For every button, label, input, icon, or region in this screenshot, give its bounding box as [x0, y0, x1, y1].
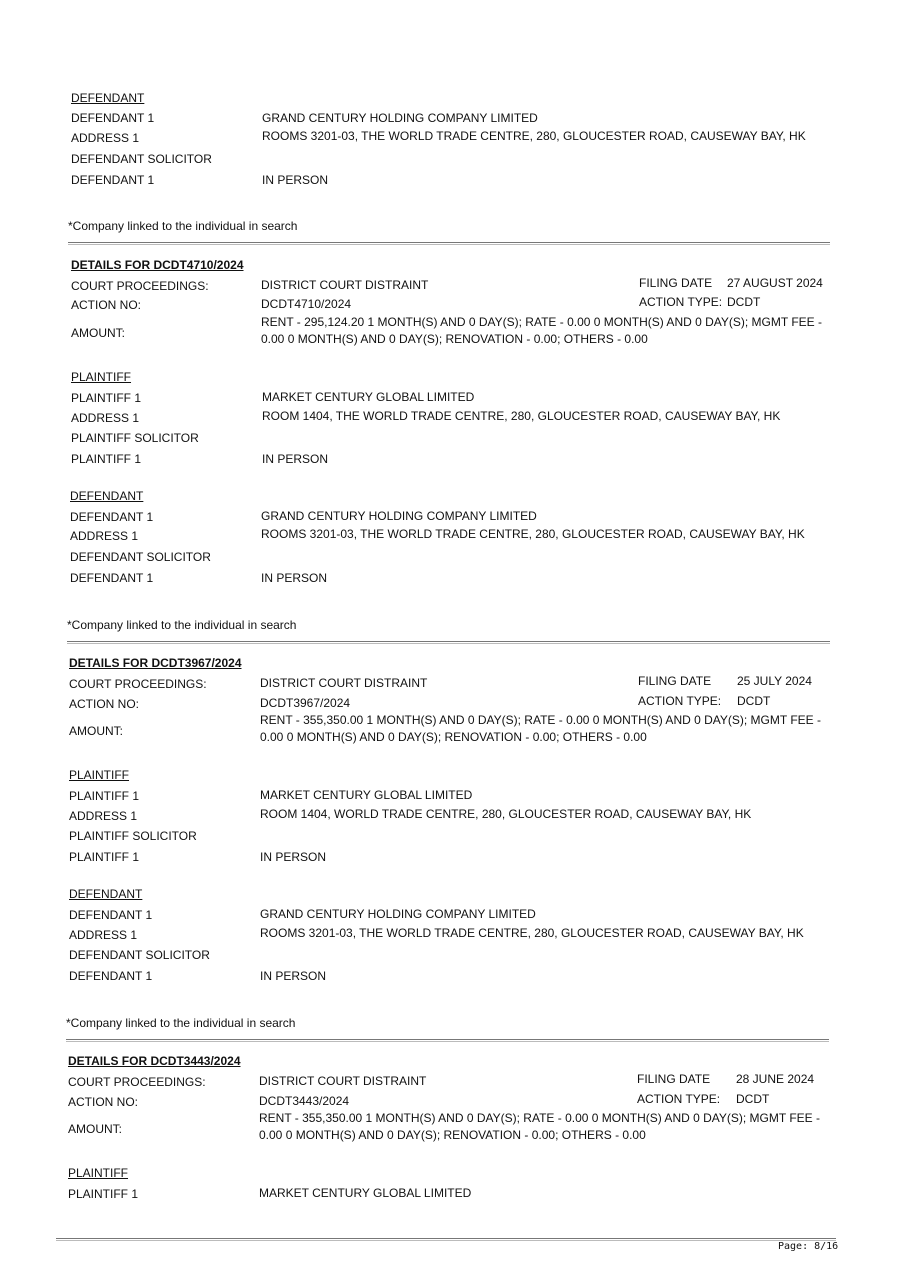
- defendant-solicitor-value: IN PERSON: [262, 173, 329, 187]
- defendant-solicitor-party: DEFENDANT 1: [69, 969, 153, 983]
- defendant-label: DEFENDANT 1: [69, 908, 153, 922]
- action-no-value: DCDT4710/2024: [261, 297, 352, 311]
- plaintiff-solicitor-value: IN PERSON: [260, 850, 327, 864]
- action-type-value: DCDT: [736, 1092, 770, 1106]
- plaintiff-solicitor-label: PLAINTIFF SOLICITOR: [69, 829, 197, 843]
- address-label: ADDRESS 1: [71, 131, 140, 145]
- defendant-solicitor-label: DEFENDANT SOLICITOR: [70, 550, 211, 564]
- defendant-address: ROOMS 3201-03, THE WORLD TRADE CENTRE, 280, GLOUCESTER ROAD, CAUSEWAY BAY, HK: [262, 129, 806, 143]
- filing-date-label: FILING DATE: [638, 674, 712, 688]
- action-no-value: DCDT3443/2024: [259, 1094, 350, 1108]
- action-no-label: ACTION NO:: [71, 298, 142, 312]
- action-type-value: DCDT: [737, 694, 771, 708]
- plaintiff-label: PLAINTIFF 1: [71, 391, 142, 405]
- defendant-solicitor-party: DEFENDANT 1: [70, 571, 154, 585]
- plaintiff-address: ROOM 1404, WORLD TRADE CENTRE, 280, GLOUCESTER ROAD, CAUSEWAY BAY, HK: [260, 807, 752, 821]
- case-heading: DETAILS FOR DCDT4710/2024: [71, 258, 244, 272]
- action-no-value: DCDT3967/2024: [260, 696, 351, 710]
- plaintiff-label: PLAINTIFF 1: [68, 1187, 139, 1201]
- defendant-solicitor-value: IN PERSON: [261, 571, 328, 585]
- plaintiff-solicitor-party: PLAINTIFF 1: [69, 850, 140, 864]
- linked-company-note: *Company linked to the individual in search: [67, 618, 297, 632]
- plaintiff-label: PLAINTIFF 1: [69, 789, 140, 803]
- action-type-value: DCDT: [727, 295, 761, 309]
- court-label: COURT PROCEEDINGS:: [71, 279, 209, 293]
- section-divider: [67, 641, 830, 644]
- filing-date-value: 25 JULY 2024: [737, 674, 812, 688]
- defendant-solicitor-label: DEFENDANT SOLICITOR: [69, 948, 210, 962]
- defendant-address-label: ADDRESS 1: [69, 928, 138, 942]
- action-type-label: ACTION TYPE:: [639, 295, 723, 309]
- action-no-label: ACTION NO:: [68, 1095, 139, 1109]
- plaintiff-address-label: ADDRESS 1: [71, 411, 140, 425]
- court-value: DISTRICT COURT DISTRAINT: [260, 676, 428, 690]
- defendant-address-label: ADDRESS 1: [70, 529, 139, 543]
- plaintiff-address-label: ADDRESS 1: [69, 809, 138, 823]
- court-label: COURT PROCEEDINGS:: [69, 677, 207, 691]
- defendant-heading: DEFENDANT: [71, 91, 145, 105]
- defendant-solicitor-label: DEFENDANT SOLICITOR: [71, 152, 212, 166]
- plaintiff-name: MARKET CENTURY GLOBAL LIMITED: [262, 390, 475, 404]
- section-divider: [66, 1039, 829, 1042]
- plaintiff-heading: PLAINTIFF: [69, 768, 130, 782]
- defendant-heading: DEFENDANT: [70, 489, 144, 503]
- case-heading: DETAILS FOR DCDT3967/2024: [69, 656, 242, 670]
- plaintiff-solicitor-label: PLAINTIFF SOLICITOR: [71, 431, 199, 445]
- defendant-solicitor-value: IN PERSON: [260, 969, 327, 983]
- defendant-name: GRAND CENTURY HOLDING COMPANY LIMITED: [261, 509, 537, 523]
- court-value: DISTRICT COURT DISTRAINT: [261, 278, 429, 292]
- amount-value: RENT - 355,350.00 1 MONTH(S) AND 0 DAY(S); RATE - 0.00 0 MONTH(S) AND 0 DAY(S); MGMT FEE - 0.00 0 MONTH(S) AND 0 DAY(S); RENOVATION - 0.00; OTHERS - 0.00: [259, 1111, 820, 1142]
- action-type-label: ACTION TYPE:: [638, 694, 722, 708]
- plaintiff-name: MARKET CENTURY GLOBAL LIMITED: [260, 788, 473, 802]
- defendant-address: ROOMS 3201-03, THE WORLD TRADE CENTRE, 280, GLOUCESTER ROAD, CAUSEWAY BAY, HK: [261, 527, 805, 541]
- court-label: COURT PROCEEDINGS:: [68, 1075, 206, 1089]
- linked-company-note: *Company linked to the individual in search: [66, 1016, 296, 1030]
- plaintiff-heading: PLAINTIFF: [68, 1166, 129, 1180]
- defendant-solicitor-party: DEFENDANT 1: [71, 173, 155, 187]
- case-heading: DETAILS FOR DCDT3443/2024: [68, 1054, 241, 1068]
- filing-date-label: FILING DATE: [637, 1072, 711, 1086]
- plaintiff-heading: PLAINTIFF: [71, 370, 132, 384]
- plaintiff-solicitor-party: PLAINTIFF 1: [71, 452, 142, 466]
- amount-label: AMOUNT:: [68, 1122, 122, 1136]
- defendant-label: DEFENDANT 1: [71, 111, 155, 125]
- linked-company-note: *Company linked to the individual in search: [68, 219, 298, 233]
- plaintiff-address: ROOM 1404, THE WORLD TRADE CENTRE, 280, GLOUCESTER ROAD, CAUSEWAY BAY, HK: [262, 409, 781, 423]
- filing-date-value: 28 JUNE 2024: [736, 1072, 815, 1086]
- action-no-label: ACTION NO:: [69, 697, 140, 711]
- defendant-name: GRAND CENTURY HOLDING COMPANY LIMITED: [262, 111, 538, 125]
- defendant-address: ROOMS 3201-03, THE WORLD TRADE CENTRE, 280, GLOUCESTER ROAD, CAUSEWAY BAY, HK: [260, 926, 804, 940]
- action-type-label: ACTION TYPE:: [637, 1092, 721, 1106]
- filing-date-label: FILING DATE: [639, 276, 713, 290]
- amount-value: RENT - 295,124.20 1 MONTH(S) AND 0 DAY(S); RATE - 0.00 0 MONTH(S) AND 0 DAY(S); MGMT FEE - 0.00 0 MONTH(S) AND 0 DAY(S); RENOVATION - 0.00; OTHERS - 0.00: [261, 315, 822, 346]
- amount-value: RENT - 355,350.00 1 MONTH(S) AND 0 DAY(S); RATE - 0.00 0 MONTH(S) AND 0 DAY(S); MGMT FEE - 0.00 0 MONTH(S) AND 0 DAY(S); RENOVATION - 0.00; OTHERS - 0.00: [260, 713, 821, 744]
- section-divider: [68, 242, 830, 245]
- defendant-heading: DEFENDANT: [69, 887, 143, 901]
- plaintiff-solicitor-value: IN PERSON: [262, 452, 329, 466]
- page-number: Page: 8/16: [778, 1241, 839, 1252]
- defendant-name: GRAND CENTURY HOLDING COMPANY LIMITED: [260, 907, 536, 921]
- filing-date-value: 27 AUGUST 2024: [727, 276, 823, 290]
- amount-label: AMOUNT:: [71, 326, 125, 340]
- plaintiff-name: MARKET CENTURY GLOBAL LIMITED: [259, 1186, 472, 1200]
- court-value: DISTRICT COURT DISTRAINT: [259, 1074, 427, 1088]
- amount-label: AMOUNT:: [69, 724, 123, 738]
- defendant-label: DEFENDANT 1: [70, 510, 154, 524]
- footer-rule: [56, 1238, 836, 1241]
